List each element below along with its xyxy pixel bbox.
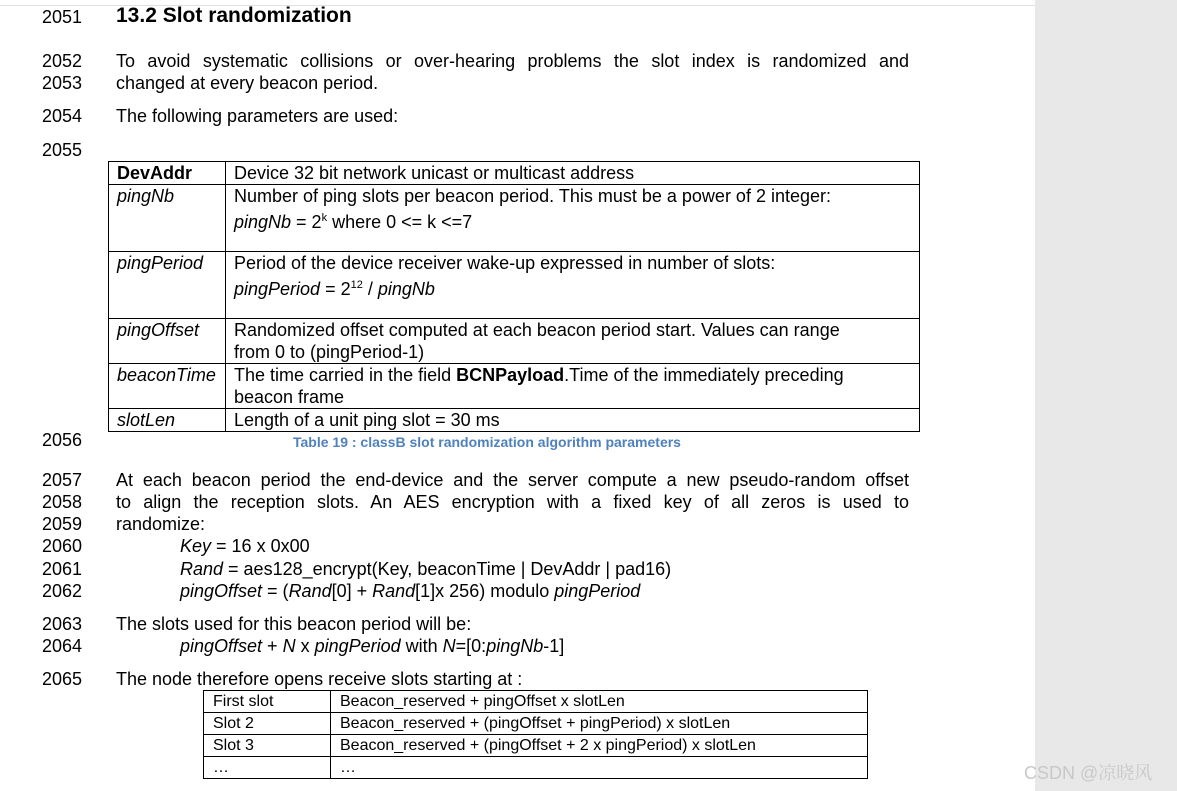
table-row — [204, 735, 868, 757]
param-description: Randomized offset computed at each beacon period start. Values can range from 0 to (pingPeriod-1) — [226, 319, 920, 364]
param-description: Number of ping slots per beacon period. This must be a power of 2 integer: pingNb = $2^k$ where 0 <= k <=7 — [226, 185, 920, 252]
algo-line-3: randomize: — [116, 514, 206, 534]
rand-formula: Rand = aes128_encrypt(Key, beaconTime | DevAddr | pad16) — [180, 559, 672, 579]
slots-formula: pingOffset + N x pingPeriod with N=[0:pingNb-1] — [180, 636, 565, 656]
slot-formula: Beacon_reserved + (pingOffset + pingPeriod) x slotLen — [331, 713, 868, 735]
table-caption: Table 19 : classB slot randomization algorithm parameters — [293, 434, 681, 450]
table-row — [204, 713, 868, 735]
line-number: 2054 — [42, 106, 83, 126]
algo-line-2: to align the reception slots. An AES encryption with a fixed key of all zeros is used to — [116, 492, 909, 512]
line-number: 2063 — [42, 614, 83, 634]
line-number: 2056 — [42, 430, 83, 450]
param-name: pingPeriod — [109, 252, 226, 319]
slot-formula: Beacon_reserved + pingOffset x slotLen — [331, 691, 868, 713]
table-row — [109, 364, 920, 409]
line-number: 2051 — [42, 7, 83, 27]
line-number: 2055 — [42, 140, 83, 160]
slot-label: Slot 3 — [204, 735, 331, 757]
slot-formula: … — [331, 757, 868, 779]
watermark: CSDN @凉晓风 — [1024, 763, 1153, 783]
table-row — [109, 252, 920, 319]
intro-line-2: changed at every beacon period. — [116, 73, 379, 93]
line-number: 2052 — [42, 51, 83, 71]
line-number: 2061 — [42, 559, 83, 579]
line-number: 2057 — [42, 470, 83, 490]
slot-label: … — [204, 757, 331, 779]
param-name: pingNb — [109, 185, 226, 252]
table-row — [109, 319, 920, 364]
param-name: slotLen — [109, 409, 226, 432]
line-number: 2053 — [42, 73, 83, 93]
line-number: 2062 — [42, 581, 83, 601]
algo-line-1: At each beacon period the end-device and the server compute a new pseudo-random offset — [116, 470, 909, 490]
viewer-background — [1035, 0, 1177, 791]
node-intro: The node therefore opens receive slots starting at : — [116, 669, 523, 689]
line-number: 2059 — [42, 514, 83, 534]
table-row — [204, 757, 868, 779]
line-number: 2060 — [42, 536, 83, 556]
param-description: Period of the device receiver wake-up expressed in number of slots: pingPeriod = $2^{12}$ / pingNb — [226, 252, 920, 319]
slot-formula: Beacon_reserved + (pingOffset + 2 x pingPeriod) x slotLen — [331, 735, 868, 757]
slot-label: Slot 2 — [204, 713, 331, 735]
table-row — [109, 162, 920, 185]
line-number: 2064 — [42, 636, 83, 656]
ping-offset-formula: pingOffset = (Rand[0] + Rand[1]x 256) modulo pingPeriod — [180, 581, 641, 601]
table-row — [109, 409, 920, 432]
param-description: The time carried in the field BCNPayload.Time of the immediately preceding beacon frame — [226, 364, 920, 409]
param-name: DevAddr — [109, 162, 226, 185]
line-number: 2058 — [42, 492, 83, 512]
slots-table — [203, 690, 868, 779]
params-intro: The following parameters are used: — [116, 106, 399, 126]
key-formula: Key = 16 x 0x00 — [180, 536, 310, 556]
param-description: Device 32 bit network unicast or multicast address — [226, 162, 920, 185]
param-name: beaconTime — [109, 364, 226, 409]
param-name: pingOffset — [109, 319, 226, 364]
slot-label: First slot — [204, 691, 331, 713]
slots-intro: The slots used for this beacon period will be: — [116, 614, 472, 634]
line-number: 2065 — [42, 669, 83, 689]
table-row — [109, 185, 920, 252]
table-row — [204, 691, 868, 713]
param-description: Length of a unit ping slot = 30 ms — [226, 409, 920, 432]
parameters-table — [108, 161, 920, 432]
section-heading: 13.2 Slot randomization — [116, 4, 352, 27]
intro-line-1: To avoid systematic collisions or over-hearing problems the slot index is randomized and — [116, 51, 909, 71]
